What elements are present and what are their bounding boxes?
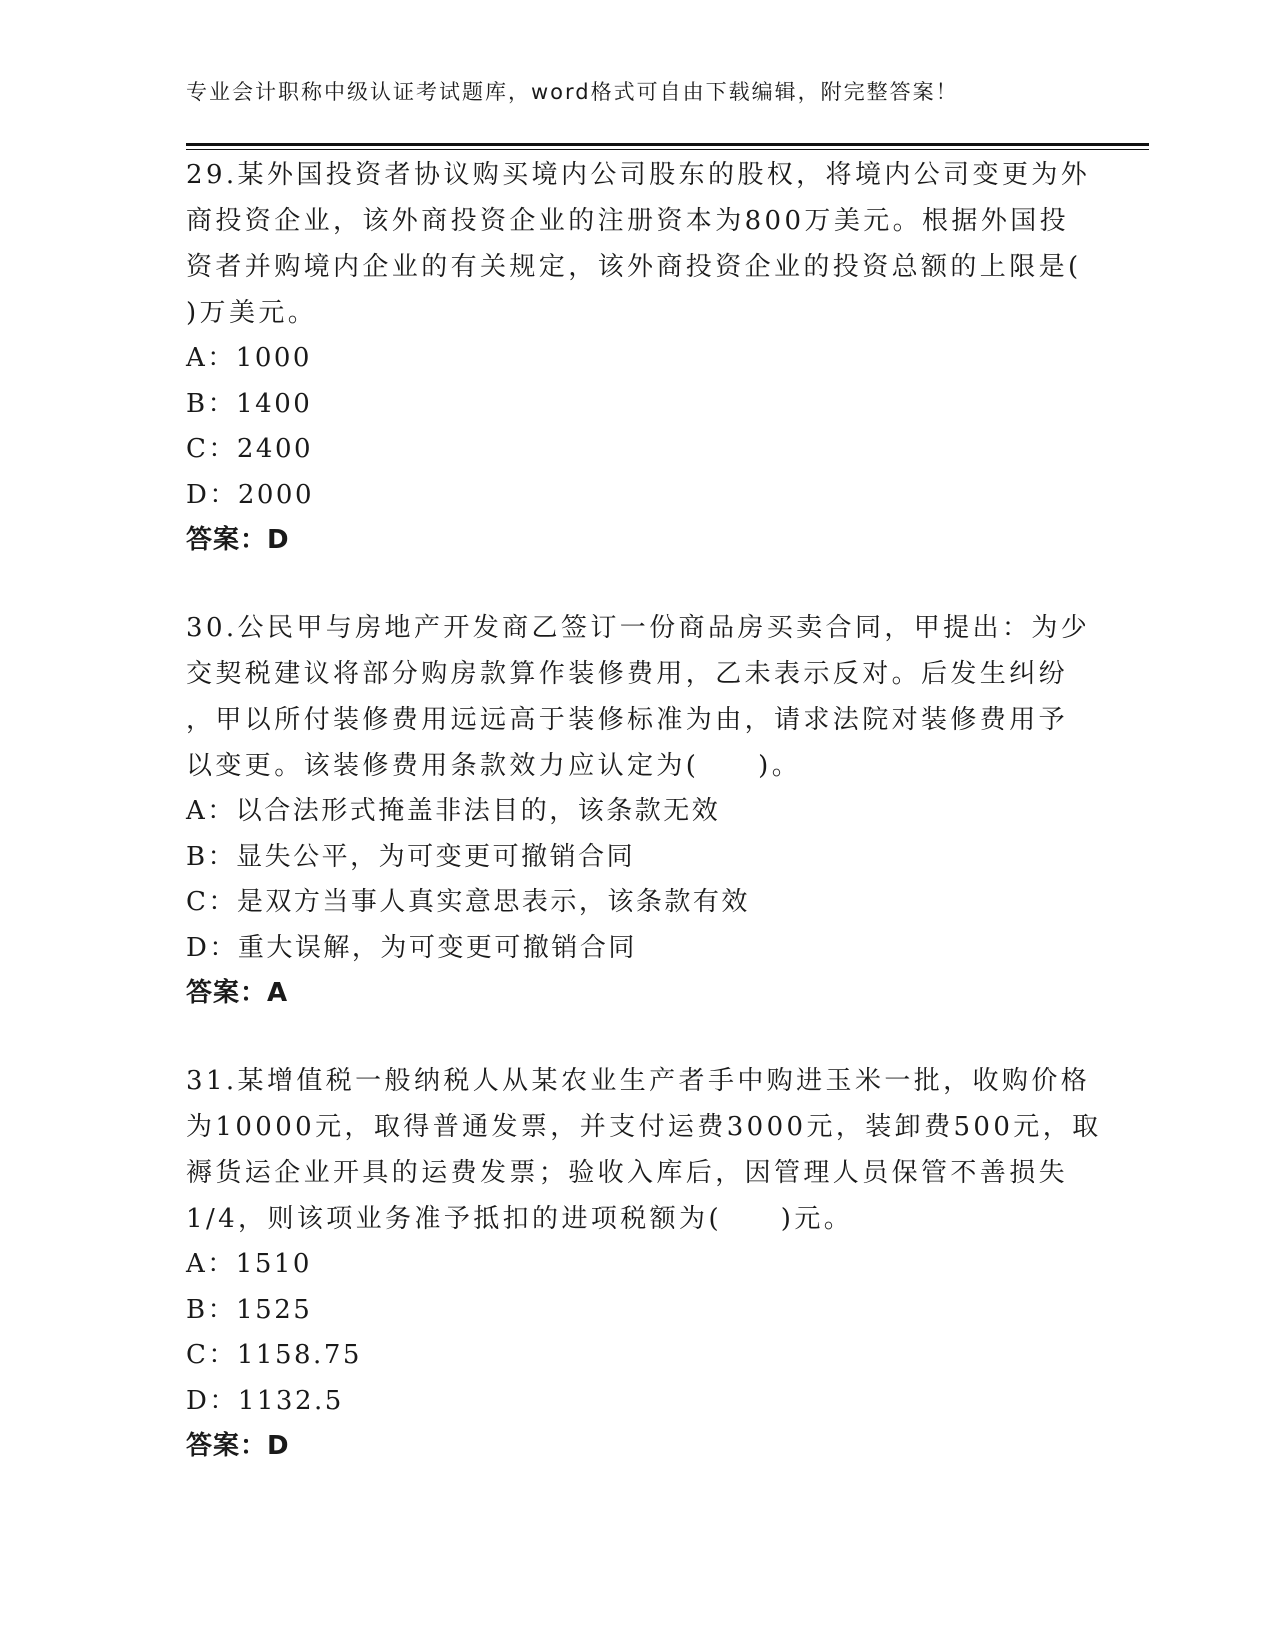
question-stem-line: 为10000元，取得普通发票，并支付运费3000元，装卸费500元，取 [186, 1112, 1102, 1142]
option-a: A：1510 [186, 1249, 312, 1279]
question-stem-line: 商投资企业，该外商投资企业的注册资本为800万美元。根据外国投 [186, 206, 1070, 236]
question-stem-line: 交契税建议将部分购房款算作装修费用，乙未表示反对。后发生纠纷 [186, 659, 1069, 689]
question-stem-line: )万美元。 [186, 298, 318, 328]
answer-line: 答案：D [186, 1431, 290, 1461]
option-d: D：2000 [186, 479, 315, 510]
option-a: A：1000 [186, 343, 312, 373]
option-d: D：1132.5 [186, 1385, 344, 1416]
question-stem-line: 褥货运企业开具的运费发票；验收入库后，因管理人员保管不善损失 [186, 1158, 1069, 1188]
question-list [186, 152, 1102, 1469]
question-stem-line: 30.公民甲与房地产开发商乙签订一份商品房买卖合同，甲提出：为少 [186, 613, 1091, 643]
question-29 [186, 152, 1091, 563]
header-rule-thick [186, 143, 1149, 146]
option-a: A：以合法形式掩盖非法目的，该条款无效 [186, 796, 721, 826]
option-b: B：显失公平，为可变更可撤销合同 [186, 841, 636, 872]
question-gap [186, 1016, 1086, 1058]
answer-line: 答案：A [186, 978, 289, 1008]
header-rule-thin [186, 149, 1149, 150]
option-c: C：2400 [186, 434, 314, 464]
option-b: B：1400 [186, 388, 313, 419]
option-c: C：是双方当事人真实意思表示，该条款有效 [186, 887, 750, 917]
question-stem-line: 资者并购境内企业的有关规定，该外商投资企业的投资总额的上限是( [186, 252, 1082, 282]
option-b: B：1525 [186, 1294, 313, 1325]
page-header: 专业会计职称中级认证考试题库，word格式可自由下载编辑，附完整答案！ [186, 80, 959, 104]
question-stem-line: 1/4，则该项业务准予抵扣的进项税额为( )元。 [186, 1204, 854, 1234]
question-stem-line: 29.某外国投资者协议购买境内公司股东的股权，将境内公司变更为外 [186, 160, 1091, 190]
question-31 [186, 1058, 1102, 1469]
option-c: C：1158.75 [186, 1340, 362, 1370]
question-30 [186, 605, 1091, 1016]
question-gap [186, 563, 1086, 605]
question-stem-line: 31.某增值税一般纳税人从某农业生产者手中购进玉米一批，收购价格 [186, 1066, 1091, 1096]
answer-line: 答案：D [186, 525, 290, 555]
question-stem-line: 以变更。该装修费用条款效力应认定为( )。 [186, 751, 802, 781]
question-stem-line: ，甲以所付装修费用远远高于装修标准为由，请求法院对装修费用予 [186, 705, 1069, 735]
option-d: D：重大误解，为可变更可撤销合同 [186, 932, 637, 963]
